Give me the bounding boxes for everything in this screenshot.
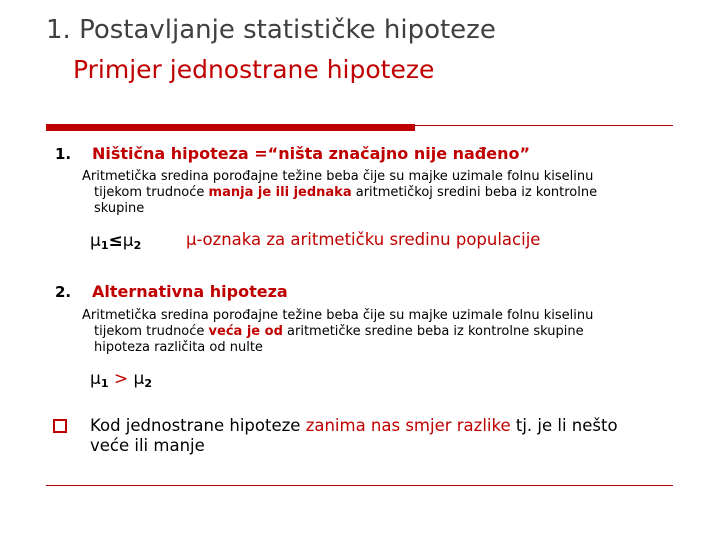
mu-symbol: μ xyxy=(90,231,101,251)
section-2-para-line2-post: aritmetičke sredine beba iz kontrolne skupine xyxy=(282,324,584,339)
section-1-para-line2-pre: tijekom trudnoće xyxy=(94,185,209,200)
section-1-para-line1: Aritmetička sredina porođajne težine beba čije su majke uzimale folnu kiselinu xyxy=(82,169,594,184)
mu-symbol: μ xyxy=(90,369,101,389)
alternative-hypothesis-formula xyxy=(90,368,152,395)
slide-title: 1. Postavljanje statističke hipoteze xyxy=(46,15,496,45)
hollow-square-bullet-icon xyxy=(53,419,67,433)
section-2-emphasis: veća je od xyxy=(208,324,283,339)
title-divider-thick xyxy=(46,124,415,131)
section-1-paragraph xyxy=(82,169,682,217)
bullet-text xyxy=(90,416,618,456)
subscript-2: 2 xyxy=(144,377,153,390)
operator-le: ≤ xyxy=(108,231,123,251)
subscript-1: 1 xyxy=(100,377,109,390)
section-1-para-line3: skupine xyxy=(94,201,145,216)
bullet-text-line2: veće ili manje xyxy=(90,436,205,455)
null-hypothesis-formula xyxy=(90,230,141,257)
mu-symbol: μ xyxy=(122,231,134,251)
section-1-heading: Ništična hipoteza =“ništa značajno nije nađeno” xyxy=(92,144,530,163)
title-divider-thin xyxy=(415,125,673,126)
section-1-emphasis: manja je ili jednaka xyxy=(208,185,352,200)
section-2-para-line2-pre: tijekom trudnoće xyxy=(94,324,209,339)
bullet-text-pre: Kod jednostrane hipoteze xyxy=(90,416,306,435)
subscript-2: 2 xyxy=(133,239,142,252)
bullet-emphasis: zanima nas smjer razlike xyxy=(305,416,511,435)
slide-subtitle: Primjer jednostrane hipoteze xyxy=(73,55,435,84)
bullet-text-mid: tj. je li nešto xyxy=(510,416,618,435)
section-1-para-line2-post: aritmetičkoj sredini beba iz kontrolne xyxy=(351,185,598,200)
section-1-number: 1. xyxy=(55,145,72,163)
section-2-number: 2. xyxy=(55,283,72,301)
bottom-divider xyxy=(46,485,673,486)
section-2-heading: Alternativna hipoteza xyxy=(92,282,288,301)
section-2-para-line2 xyxy=(82,324,692,340)
section-2-para-line3: hipoteza različita od nulte xyxy=(94,340,263,355)
subscript-1: 1 xyxy=(100,239,109,252)
section-1-para-line2 xyxy=(82,185,682,201)
section-2-para-line1: Aritmetička sredina porođajne težine beba čije su majke uzimale folnu kiselinu xyxy=(82,308,594,323)
operator-gt: > xyxy=(108,369,134,389)
section-2-paragraph xyxy=(82,308,692,356)
mu-definition-note: μ-oznaka za aritmetičku sredinu populacije xyxy=(186,230,541,249)
mu-symbol: μ xyxy=(133,369,145,389)
